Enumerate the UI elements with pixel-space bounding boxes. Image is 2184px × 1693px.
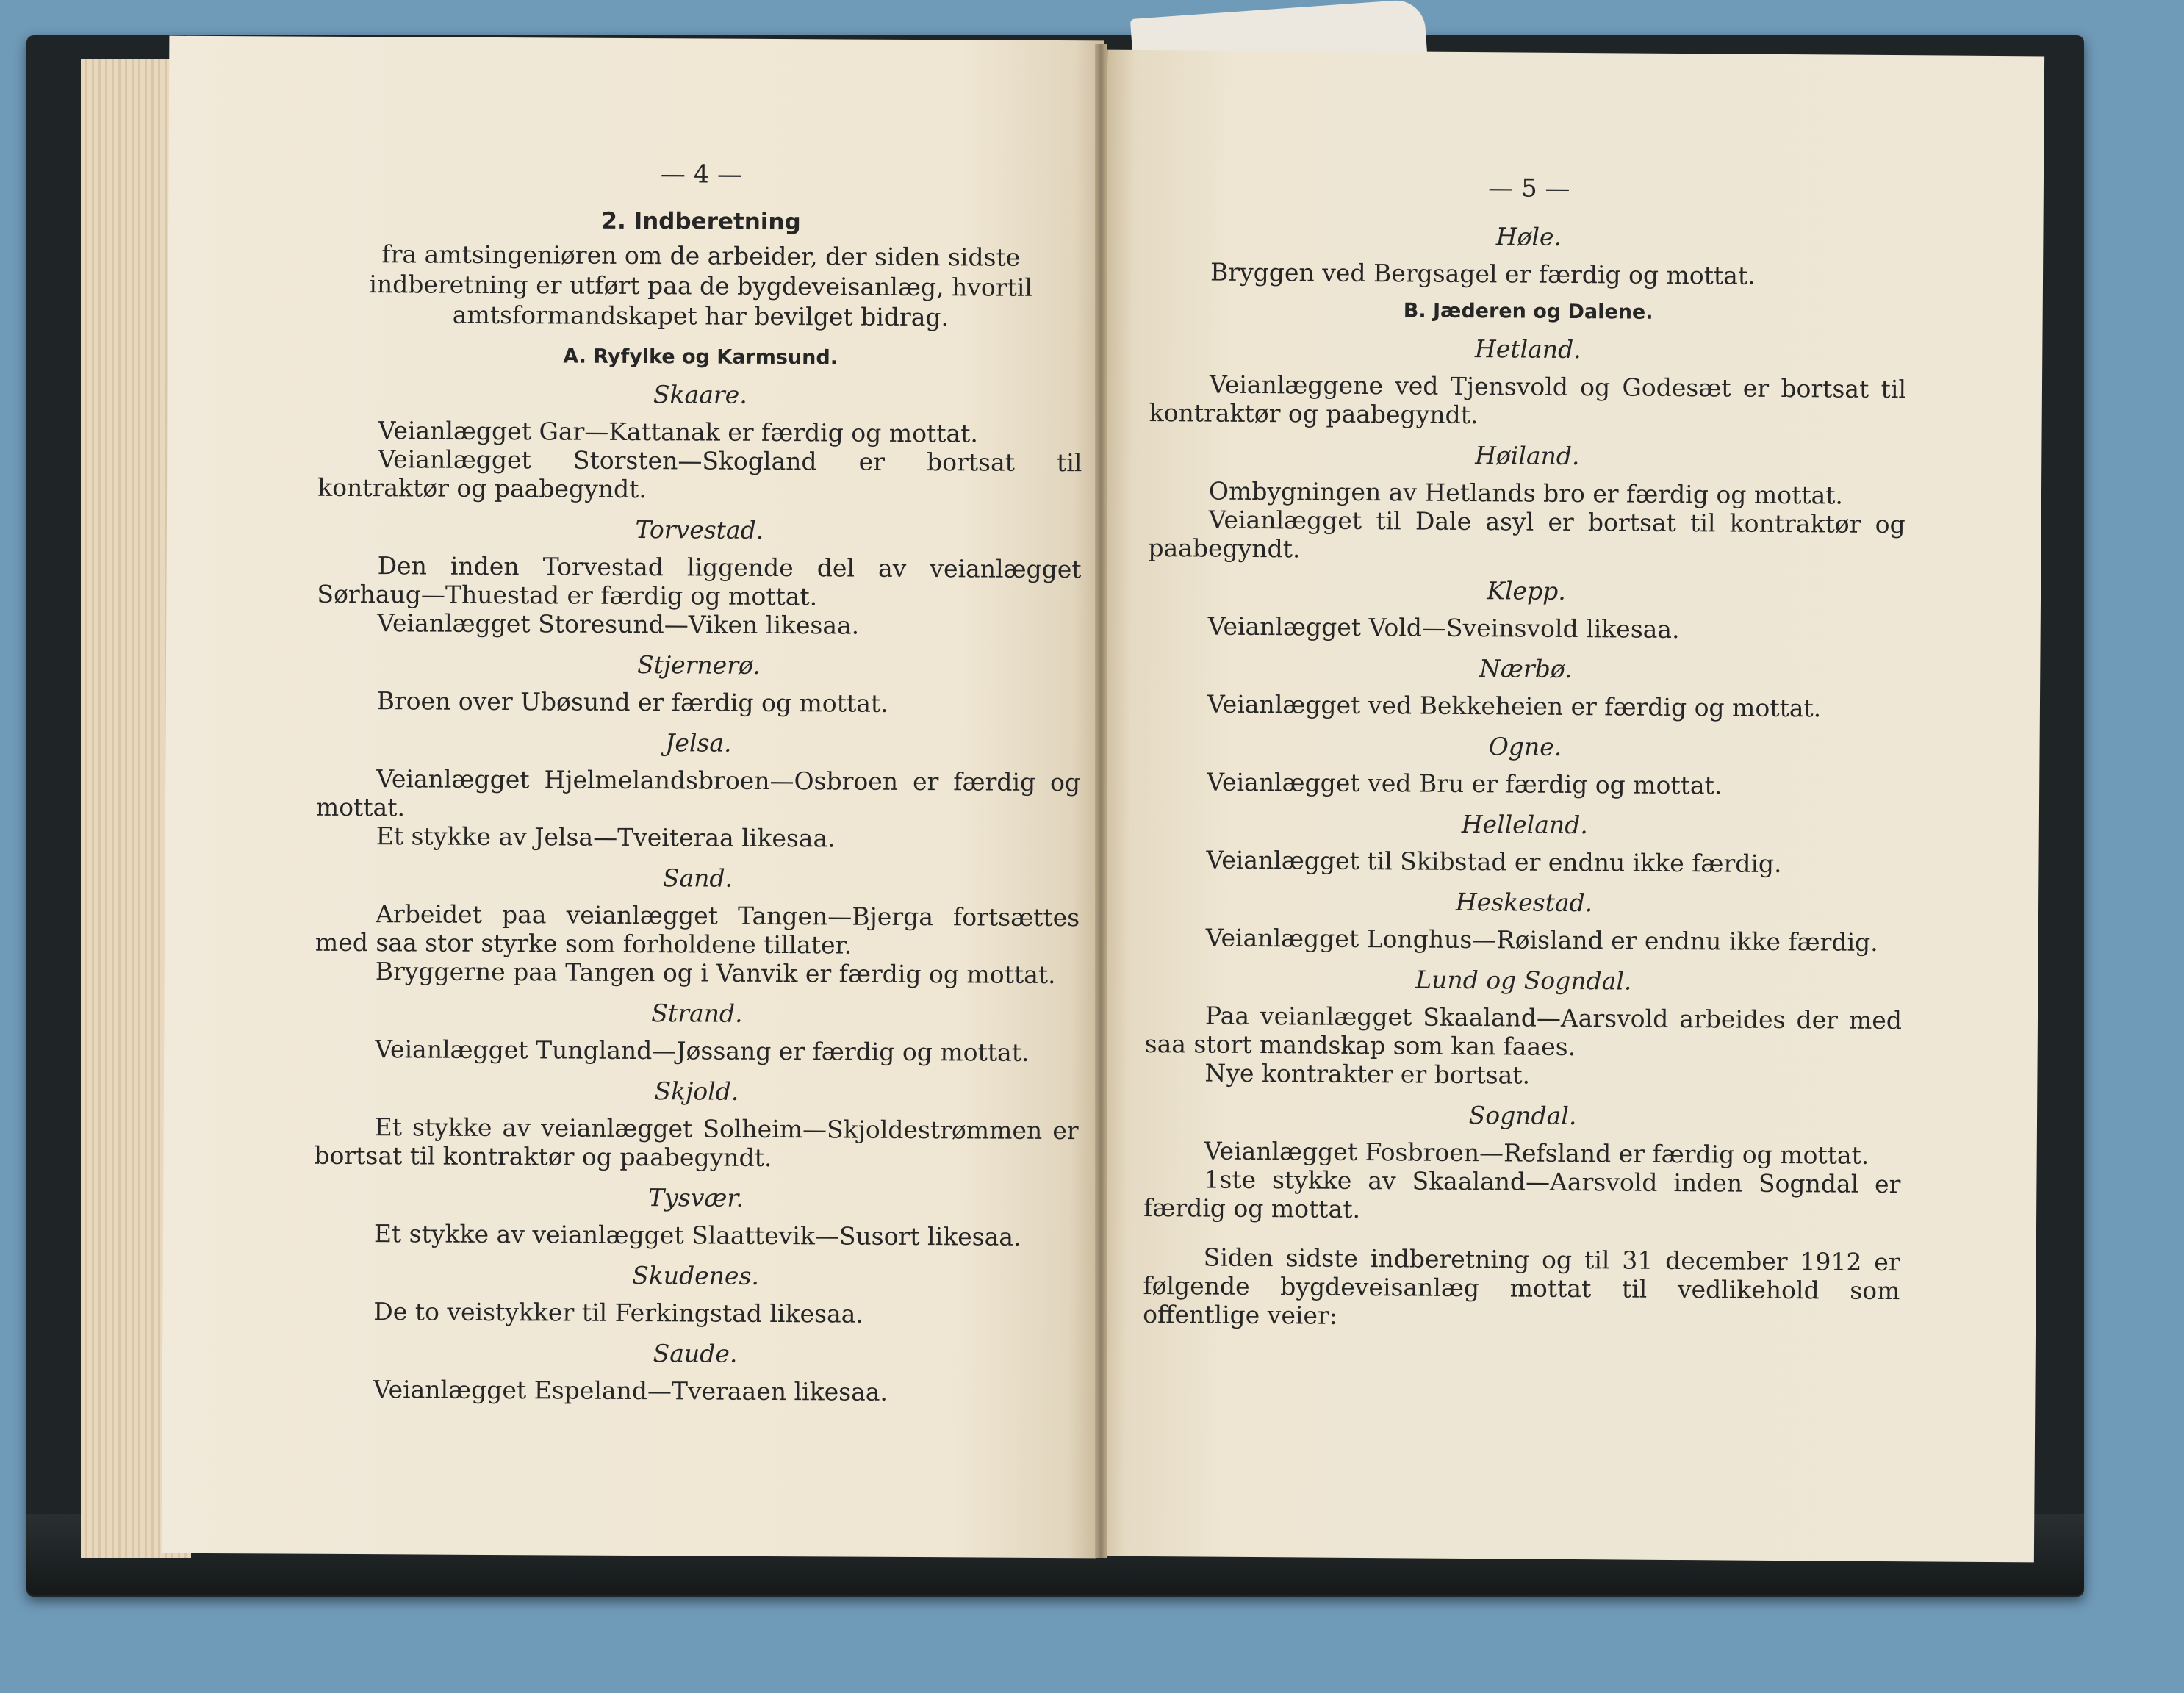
- place-heading: Sogndal.: [1468, 1101, 1577, 1131]
- place-heading: Heskestad.: [1455, 887, 1593, 918]
- entry-text: Veianlægget Longhus—Røisland er endnu ikke færdig.: [1205, 923, 1878, 957]
- place-heading: Stjernerø.: [636, 650, 761, 680]
- place-heading: Ogne.: [1488, 732, 1562, 761]
- entry-text: Veianlægget Storsten—Skogland er bortsat til kontraktør og paabegyndt.: [317, 445, 1082, 504]
- entry-text: Veianlægget Storesund—Viken likesaa.: [377, 608, 860, 640]
- place-heading: Skjold.: [654, 1076, 739, 1106]
- entry-text: Broen over Ubøsund er færdig og mottat.: [376, 686, 888, 718]
- entry-text: Veianlægget til Skibstad er endnu ikke færdig.: [1206, 845, 1782, 879]
- entry-text: 1ste stykke av Skaaland—Aarsvold inden Sogndal er færdig og mottat.: [1143, 1165, 1901, 1224]
- page-number: — 4 —: [660, 159, 743, 190]
- entry-text: Et stykke av veianlægget Solheim—Skjoldestrømmen er bortsat til kontraktør og paabegyndt.: [314, 1113, 1079, 1172]
- entry-text: Nye kontrakter er bortsat.: [1204, 1058, 1531, 1090]
- page-number: — 5 —: [1488, 173, 1570, 204]
- place-heading: Jelsa.: [665, 728, 732, 758]
- entry-text: Ombygningen av Hetlands bro er færdig og mottat.: [1208, 476, 1844, 510]
- book-gutter: [1095, 44, 1107, 1558]
- entry-text: Veianlægget Espeland—Tveraaen likesaa.: [373, 1375, 888, 1406]
- place-heading: Klepp.: [1487, 576, 1566, 605]
- entry-text: Veianlægget Fosbroen—Refsland er færdig og mottat.: [1204, 1136, 1869, 1170]
- entry-text: Et stykke av veianlægget Slaattevik—Susort likesaa.: [373, 1219, 1021, 1251]
- place-heading: Hetland.: [1474, 334, 1581, 364]
- entry-text: Veianlægget ved Bekkeheien er færdig og mottat.: [1207, 689, 1822, 723]
- place-heading: Strand.: [651, 999, 743, 1028]
- entry-text: Veianlægget Hjelmelandsbroen—Osbroen er færdig og mottat.: [315, 764, 1081, 822]
- left-page-content: [313, 158, 1084, 1407]
- entry-text: Paa veianlægget Skaaland—Aarsvold arbeides der med saa stort mandskap som kan faaes.: [1144, 1001, 1903, 1062]
- left-page: [162, 36, 1104, 1559]
- entry-text: Den inden Torvestad liggende del av veianlægget Sørhaug—Thuestad er færdig og mottat.: [317, 551, 1082, 611]
- right-page-content: [1143, 171, 1908, 1334]
- entry-text: Arbeidet paa veianlægget Tangen—Bjerga fortsættes med saa stor styrke som forholdene tillater.: [315, 899, 1080, 960]
- entry-text: Et stykke av Jelsa—Tveiteraa likesaa.: [376, 822, 836, 853]
- place-heading: Nærbø.: [1479, 654, 1573, 684]
- entry-text: Veianlægget ved Bru er færdig og mottat.: [1207, 767, 1723, 800]
- place-heading: Skaare.: [653, 380, 747, 409]
- report-title: 2. Indberetning: [601, 207, 801, 236]
- entry-text: De to veistykker til Ferkingstad likesaa.: [373, 1297, 863, 1329]
- place-heading: Sand.: [662, 863, 733, 893]
- entry-text: Bryggen ved Bergsagel er færdig og mottat.: [1210, 257, 1756, 290]
- right-page: [1097, 50, 2044, 1563]
- place-heading: Tysvær.: [648, 1183, 744, 1212]
- place-heading: Saude.: [653, 1339, 738, 1368]
- report-intro: fra amtsingeniøren om de arbeider, der siden sidste indberetning er utført paa de bygdeveisanlæg, hvortil amtsformandskapet har bevilget bidrag.: [369, 240, 1033, 332]
- entry-text: Veianlægget Vold—Sveinsvold likesaa.: [1207, 611, 1680, 644]
- place-heading: Skudenes.: [632, 1261, 760, 1290]
- closing-text: Siden sidste indberetning og til 31 december 1912 er følgende bygdeveisanlæg mottat til vedlikehold som offentlige veier:: [1143, 1243, 1900, 1330]
- place-heading: Lund og Sogndal.: [1415, 965, 1632, 996]
- place-heading: Høle.: [1495, 222, 1562, 251]
- section-heading-b: B. Jæderen og Dalene.: [1403, 299, 1653, 324]
- entry-text: Veianlægget Tungland—Jøssang er færdig og mottat.: [375, 1035, 1030, 1067]
- entry-text: Veianlægget til Dale asyl er bortsat til kontraktør og paabegyndt.: [1148, 505, 1905, 564]
- place-heading: Helleland.: [1461, 809, 1588, 840]
- section-heading-a: A. Ryfylke og Karmsund.: [563, 345, 838, 370]
- entry-text: Veianlægget Gar—Kattanak er færdig og mottat.: [378, 416, 979, 448]
- place-heading: Høiland.: [1475, 441, 1580, 471]
- entry-text: Veianlæggene ved Tjensvold og Godesæt er bortsat til kontraktør og paabegyndt.: [1149, 370, 1907, 430]
- entry-text: Bryggerne paa Tangen og i Vanvik er færdig og mottat.: [375, 957, 1056, 990]
- place-heading: Torvestad.: [635, 515, 764, 544]
